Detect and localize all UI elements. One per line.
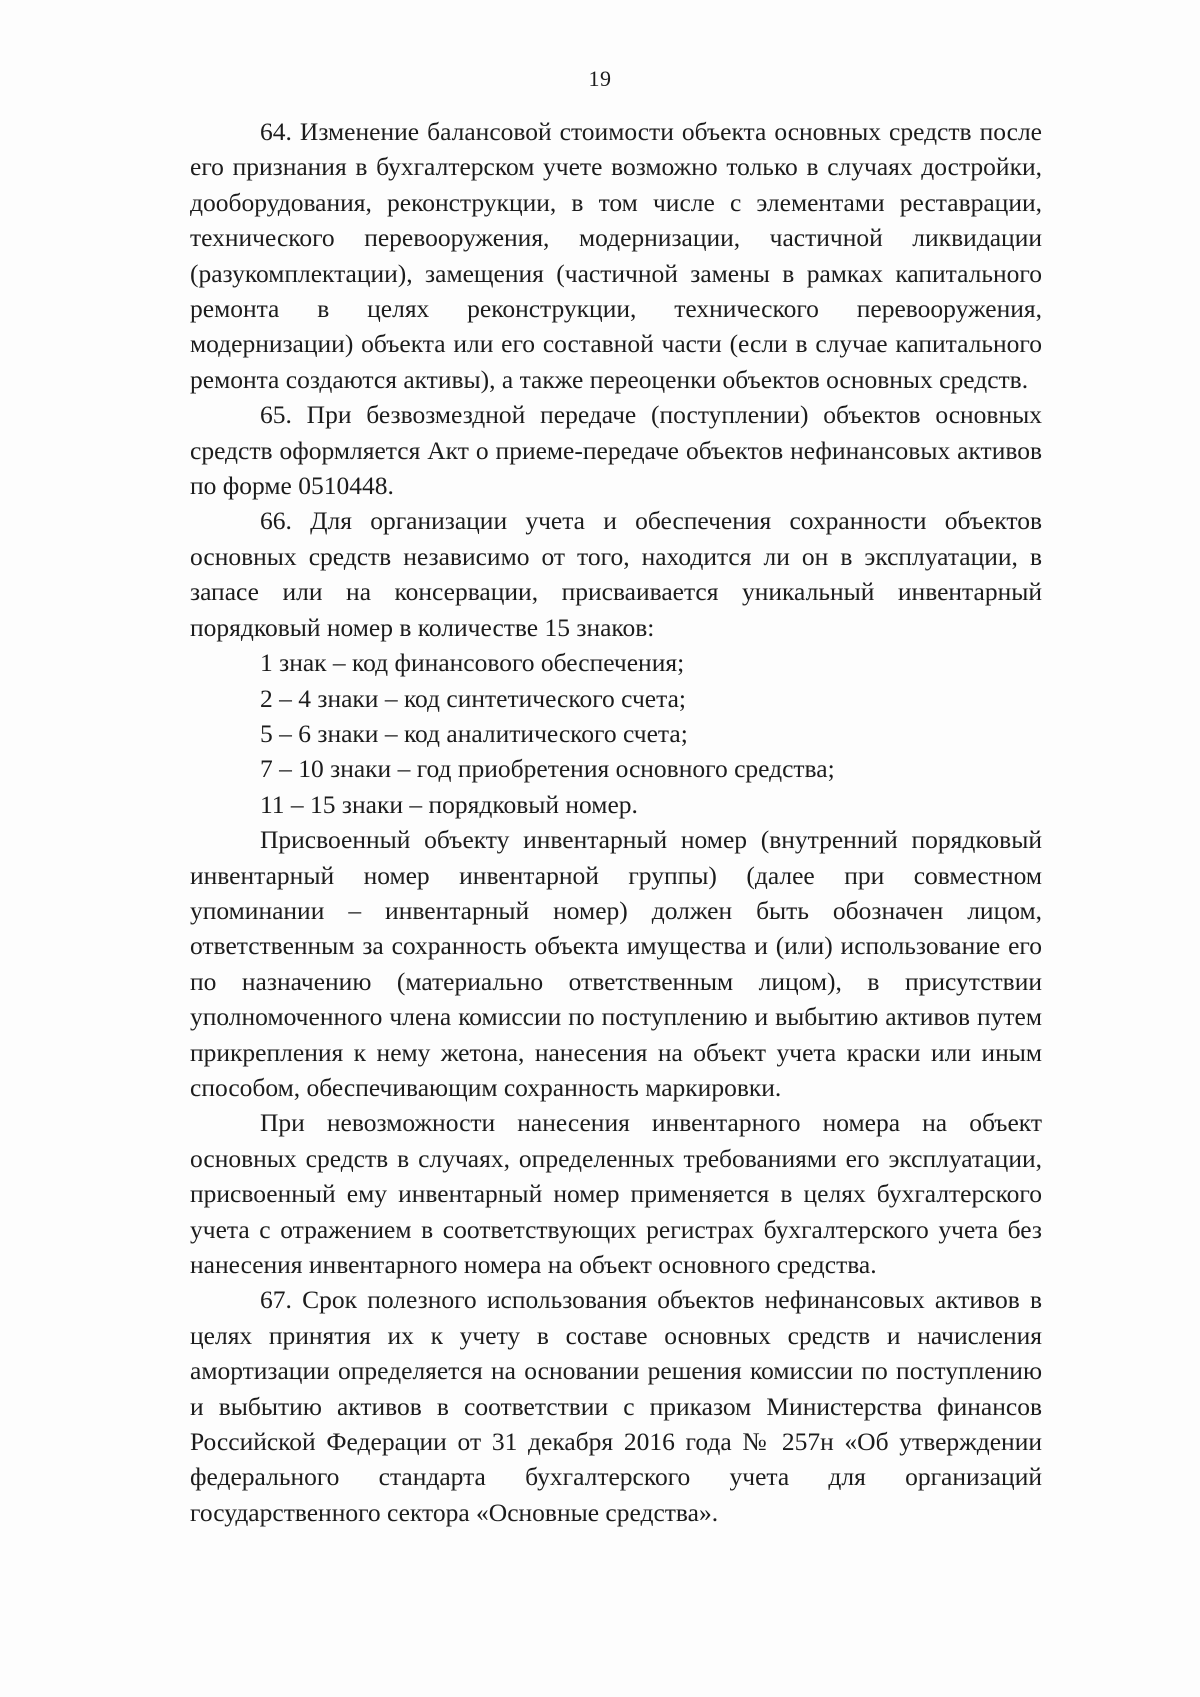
document-body xyxy=(190,114,1042,1530)
paragraph-64: 64. Изменение балансовой стоимости объекта основных средств после его признания в бухгалтерском учете возможно только в случаях достройки, дооборудования, реконструкции, в том числе с элементами реставрации, технического перевооружения, модернизации, частичной ликвидации (разукомплектации), замещения (частичной замены в рамках капитального ремонта в целях реконструкции, технического перевооружения, модернизации) объекта или его составной части (если в случае капитального ремонта создаются активы), а также переоценки объектов основных средств. xyxy=(190,117,1042,394)
page-number: 19 xyxy=(588,66,612,91)
paragraph-65: 65. При безвозмездной передаче (поступлении) объектов основных средств оформляется Акт о приеме-передаче объектов нефинансовых активов по форме 0510448. xyxy=(190,400,1042,501)
list-item: 11 – 15 знаки – порядковый номер. xyxy=(260,789,638,819)
list-item: 1 знак – код финансового обеспечения; xyxy=(260,648,685,678)
list-item: 2 – 4 знаки – код синтетического счета; xyxy=(260,683,686,713)
paragraph-66: 66. Для организации учета и обеспечения сохранности объектов основных средств независимо от того, находится ли он в эксплуатации, в запасе или на консервации, присваивается уникальный инвентарный порядковый номер в количестве 15 знаков: xyxy=(190,506,1042,642)
list-item: 5 – 6 знаки – код аналитического счета; xyxy=(260,718,688,748)
paragraph-inventory-impossible: При невозможности нанесения инвентарного номера на объект основных средств в случаях, определенных требованиями его эксплуатации, присвоенный ему инвентарный номер применяется в целях бухгалтерского учета с отражением в соответствующих регистрах бухгалтерского учета без нанесения инвентарного номера на объект основного средства. xyxy=(190,1108,1042,1279)
paragraph-inventory-marking: Присвоенный объекту инвентарный номер (внутренний порядковый инвентарный номер инвентарной группы) (далее при совместном упоминании – инвентарный номер) должен быть обозначен лицом, ответственным за сохранность объекта имущества и (или) использование его по назначению (материально ответственным лицом), в присутствии уполномоченного члена комиссии по поступлению и выбытию активов путем прикрепления к нему жетона, нанесения на объект учета краски или иным способом, обеспечивающим сохранность маркировки. xyxy=(190,825,1042,1102)
inventory-code-list xyxy=(190,645,1042,822)
list-item: 7 – 10 знаки – год приобретения основного средства; xyxy=(260,754,835,784)
paragraph-67: 67. Срок полезного использования объектов нефинансовых активов в целях принятия их к учету в составе основных средств и начисления амортизации определяется на основании решения комиссии по поступлению и выбытию активов в соответствии с приказом Министерства финансов Российской Федерации от 31 декабря 2016 года № 257н «Об утверждении федерального стандарта бухгалтерского учета для организаций государственного сектора «Основные средства». xyxy=(190,1285,1042,1527)
